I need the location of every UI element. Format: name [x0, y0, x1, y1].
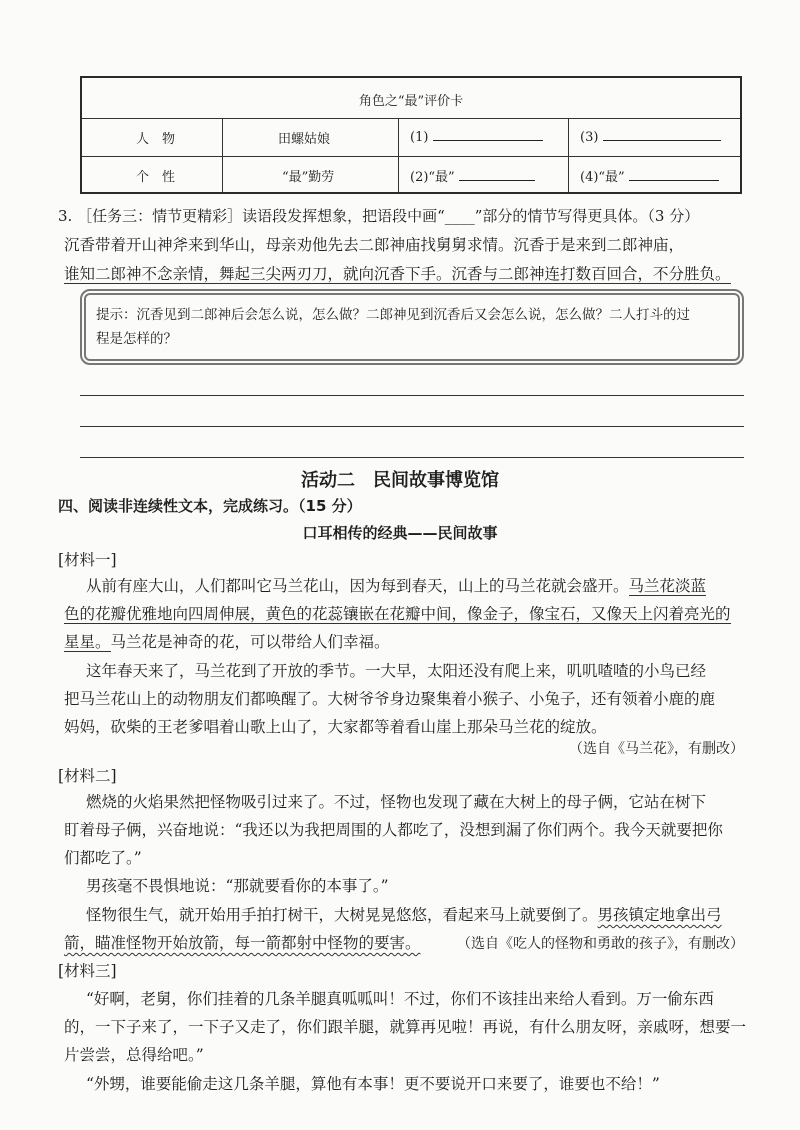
table-title: 角色之“最”评价卡: [358, 94, 464, 109]
material-label: [材料三]: [58, 962, 117, 980]
character-name: 田螺姑娘: [278, 132, 331, 147]
reading-subtitle: 口耳相传的经典——民间故事: [302, 524, 498, 542]
material2-line: 怪物很生气，就开始用手拍打树干，大树晃晃悠悠，看起来马上就要倒了。男孩镇定地拿出弓: [86, 906, 722, 924]
table-divider: [568, 118, 569, 192]
answer-slot-1[interactable]: (1): [410, 128, 543, 145]
table-divider: [398, 118, 399, 192]
material1-line: 从前有座大山，人们都叫它马兰花山，因为每到春天，山上的马兰花就会盛开。马兰花淡蓝: [86, 577, 707, 595]
answer-line[interactable]: [80, 426, 744, 427]
hint-box: [80, 289, 744, 365]
material1-line: 色的花瓣优雅地向四周伸展，黄色的花蕊镶嵌在花瓣中间，像金子，像宝石，又像天上闪着亮光的: [64, 605, 731, 623]
evaluation-table: [80, 76, 742, 194]
material3-line: 的，一下子来了，一下子又走了，你们跟羊腿，就算再见啦！再说，有什么朋友呀，亲戚呀，想要一: [64, 1018, 747, 1036]
material-label: [材料二]: [58, 767, 117, 785]
row-label-character: 人 物: [136, 132, 176, 147]
answer-line[interactable]: [80, 395, 744, 396]
task3-prompt: 3. ［任务三：情节更精彩］读语段发挥想象，把语段中画“____”部分的情节写得更具体。（3 分）: [58, 207, 700, 225]
character-trait: “最”勤劳: [282, 170, 335, 185]
material2-line: 箭，瞄准怪物开始放箭，每一箭都射中怪物的要害。: [64, 934, 421, 952]
activity-title: 活动二 民间故事博览馆: [301, 470, 499, 491]
task3-passage-line: 沉香带着开山神斧来到华山，母亲劝他先去二郎神庙找舅舅求情。沉香于是来到二郎神庙，: [64, 236, 685, 254]
row-label-personality: 个 性: [136, 170, 176, 185]
table-divider: [222, 118, 223, 192]
material2-line: 盯着母子俩，兴奋地说：“我还以为我把周围的人都吃了，没想到漏了你们两个。我今天就要把你: [64, 821, 723, 839]
material2-line: 燃烧的火焰果然把怪物吸引过来了。不过，怪物也发现了藏在大树上的母子俩，它站在树下: [86, 793, 707, 811]
source-note: （选自《吃人的怪物和勇敢的孩子》，有删改）: [457, 936, 744, 952]
table-divider: [82, 118, 740, 119]
hint-text: 提示：沉香见到二郎神后会怎么说，怎么做？二郎神见到沉香后又会怎么说，怎么做？二人打斗的过: [96, 307, 690, 323]
material1-line: 把马兰花山上的动物朋友们都唤醒了。大树爷爷身边聚集着小猴子、小兔子，还有领着小鹿的鹿: [64, 690, 716, 708]
answer-slot-4[interactable]: (4)“最”: [580, 166, 719, 185]
material3-line: “好啊，老舅，你们挂着的几条羊腿真呱呱叫！不过，你们不该挂出来给人看到。万一偷东西: [86, 990, 714, 1008]
answer-slot-2[interactable]: (2)“最”: [410, 166, 535, 185]
material1-line: 妈妈，砍柴的王老爹唱着山歌上山了，大家都等着看山崖上那朵马兰花的绽放。: [64, 718, 607, 736]
material3-line: 片尝尝，总得给吧。”: [64, 1046, 204, 1064]
answer-slot-3[interactable]: (3): [580, 128, 721, 145]
material2-line: 男孩毫不畏惧地说：“那就要看你的本事了。”: [86, 877, 389, 895]
hint-text: 程是怎样的？: [96, 331, 177, 347]
material1-line: 星星。马兰花是神奇的花，可以带给人们幸福。: [64, 633, 390, 651]
material2-line: 们都吃了。”: [64, 849, 142, 867]
task3-passage-line-underlined: 谁知二郎神不念亲情，舞起三尖两刃刀，就向沉香下手。沉香与二郎神连打数百回合，不分胜负。: [64, 265, 731, 283]
section-heading: 四、阅读非连续性文本，完成练习。（15 分）: [58, 497, 362, 515]
table-divider: [82, 156, 740, 157]
material3-line: “外甥，谁要能偷走这几条羊腿，算他有本事！更不要说开口来要了，谁要也不给！”: [86, 1075, 660, 1093]
source-note: （选自《马兰花》，有删改）: [569, 741, 744, 757]
answer-line[interactable]: [80, 457, 744, 458]
material-label: [材料一]: [58, 551, 117, 569]
material1-line: 这年春天来了，马兰花到了开放的季节。一大早，太阳还没有爬上来，叽叽喳喳的小鸟已经: [86, 662, 707, 680]
